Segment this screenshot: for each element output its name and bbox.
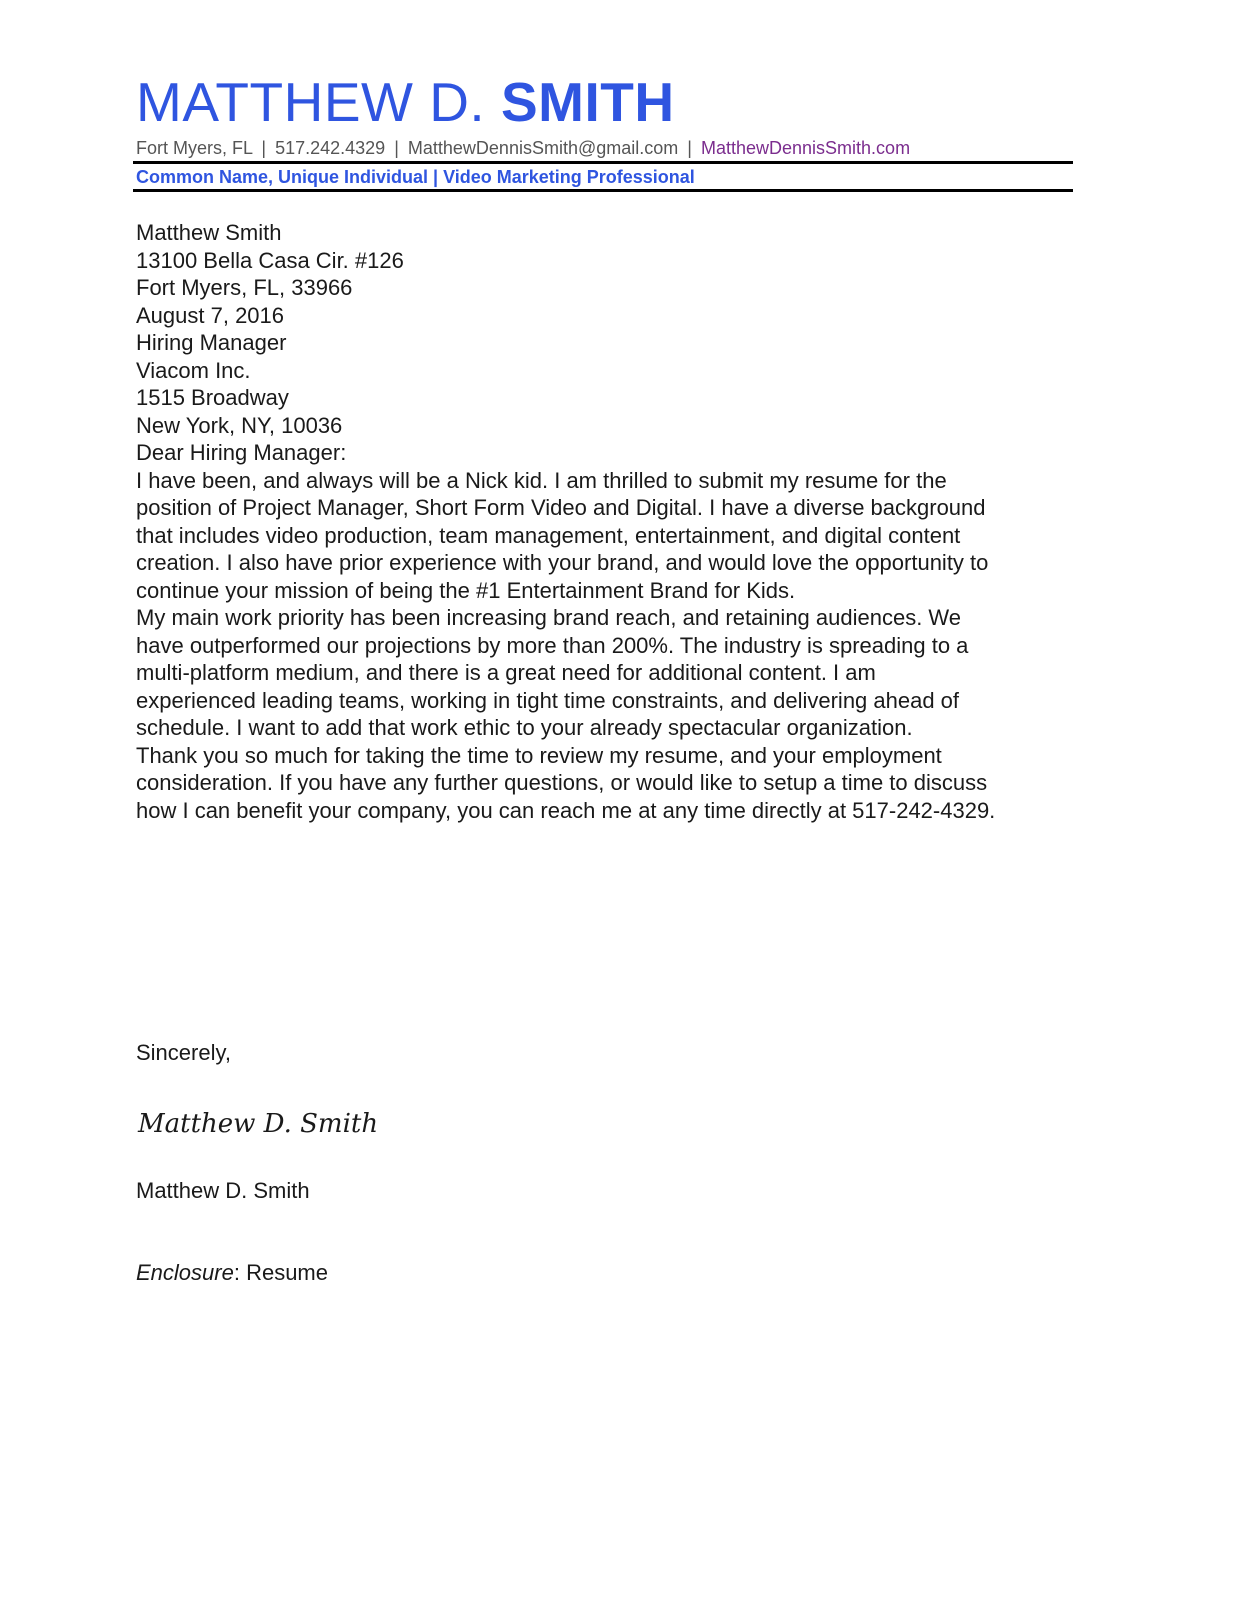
- paragraph-line: My main work priority has been increasing brand reach, and retaining audiences. We: [136, 605, 962, 630]
- header-divider-top: [133, 161, 1073, 164]
- salutation: [136, 439, 1076, 467]
- recipient-title: Hiring Manager: [136, 330, 287, 355]
- contact-location: Fort Myers, FL: [136, 138, 253, 158]
- paragraph-line: how I can benefit your company, you can reach me at any time directly at 517-242-4329.: [136, 797, 996, 823]
- recipient-address: [136, 329, 1076, 439]
- contact-line: [136, 137, 910, 159]
- signed-name: Matthew D. Smith: [136, 1178, 310, 1203]
- paragraph-line: creation. I also have prior experience with your brand, and would love the opportunity to: [136, 550, 989, 575]
- sender-name: Matthew Smith: [136, 220, 282, 245]
- contact-separator: |: [261, 138, 267, 158]
- paragraph-line: schedule. I want to add that work ethic to your already spectacular organization.: [136, 715, 913, 740]
- paragraph-line: I have been, and always will be a Nick kid. I am thrilled to submit my resume for the: [136, 467, 947, 493]
- paragraph-line: have outperformed our projections by more than 200%. The industry is spreading to a: [136, 632, 969, 658]
- enclosure-label: Enclosure: [136, 1260, 234, 1285]
- salutation-text: Dear Hiring Manager:: [136, 440, 347, 465]
- paragraph-line: Thank you so much for taking the time to review my resume, and your employment: [136, 742, 942, 768]
- enclosure-value: : Resume: [233, 1260, 328, 1285]
- letter-body: [136, 219, 1076, 824]
- signature-text: Matthew D. Smith: [138, 1109, 379, 1139]
- paragraph-line: experienced leading teams, working in tight time constraints, and delivering ahead of: [136, 687, 960, 713]
- name-last: SMITH: [501, 71, 675, 133]
- paragraph-line: that includes video production, team management, entertainment, and digital content: [136, 522, 961, 548]
- name-first: MATTHEW D.: [136, 71, 486, 133]
- date-text: August 7, 2016: [136, 302, 285, 328]
- enclosure-line: [136, 1259, 328, 1287]
- contact-website-link[interactable]: MatthewDennisSmith.com: [700, 138, 911, 158]
- body-paragraph-2: [136, 604, 1076, 742]
- paragraph-line: consideration. If you have any further questions, or would like to setup a time to discuss: [136, 770, 988, 795]
- tagline: Common Name, Unique Individual | Video Marketing Professional: [136, 167, 695, 187]
- contact-email: MatthewDennisSmith@gmail.com: [407, 138, 679, 158]
- paragraph-line: continue your mission of being the #1 Entertainment Brand for Kids.: [136, 577, 796, 603]
- body-paragraph-3: [136, 742, 1076, 825]
- paragraph-line: multi-platform medium, and there is a great need for additional content. I am: [136, 660, 876, 685]
- recipient-city: New York, NY, 10036: [136, 412, 343, 438]
- header-divider-bottom: [133, 189, 1073, 192]
- closing: Sincerely,: [136, 1040, 231, 1065]
- recipient-street: 1515 Broadway: [136, 385, 289, 410]
- sender-street: 13100 Bella Casa Cir. #126: [136, 247, 404, 273]
- contact-separator: |: [394, 138, 399, 158]
- letter-date: [136, 302, 1076, 330]
- recipient-company: Viacom Inc.: [136, 357, 251, 383]
- sender-address: [136, 219, 1076, 302]
- body-paragraph-1: [136, 467, 1076, 605]
- applicant-name-heading: [136, 70, 675, 134]
- sender-city: Fort Myers, FL, 33966: [136, 275, 353, 300]
- contact-phone: 517.242.4329: [275, 138, 386, 158]
- signature-image: [136, 1102, 379, 1142]
- contact-separator: |: [687, 138, 692, 158]
- paragraph-line: position of Project Manager, Short Form Video and Digital. I have a diverse background: [136, 495, 986, 520]
